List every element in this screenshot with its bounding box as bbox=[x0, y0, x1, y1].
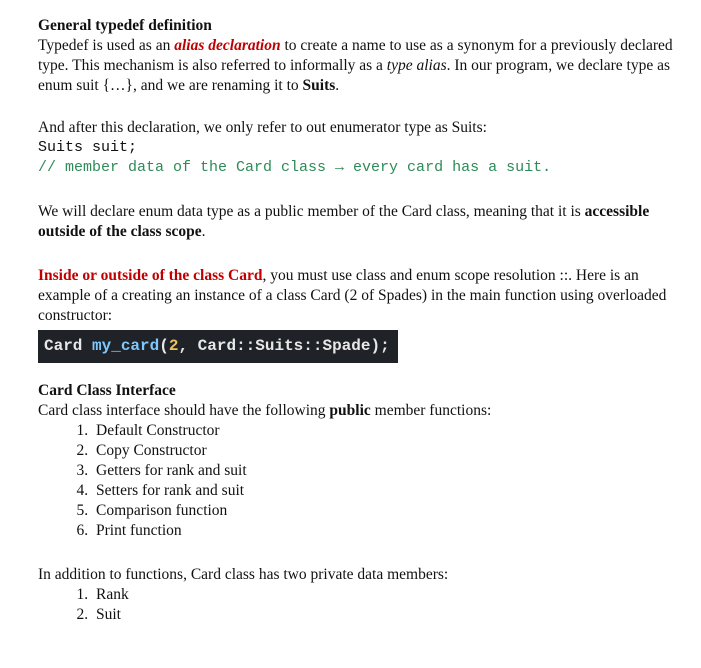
list-item: 4. Setters for rank and suit bbox=[92, 481, 678, 501]
text-span: . bbox=[335, 77, 340, 94]
code-example-block bbox=[38, 330, 398, 363]
text-span: to create a name to use as a synonym for a previously declared type. This mechanism is also referred to informally as a bbox=[38, 37, 673, 74]
member-functions-list bbox=[38, 421, 678, 541]
text-span: Card class interface should have the following bbox=[38, 402, 330, 419]
text-span: member functions: bbox=[370, 402, 492, 419]
list-item: 1. Default Constructor bbox=[92, 421, 678, 441]
enum-declaration-paragraph bbox=[38, 202, 678, 242]
private-members-intro: In addition to functions, Card class has two private data members: bbox=[38, 566, 449, 583]
inside-outside-term: Inside or outside of the class Card bbox=[38, 267, 263, 284]
suits-term: Suits bbox=[302, 77, 336, 94]
alias-declaration-term: alias declaration bbox=[174, 37, 281, 54]
code-comment: // member data of the Card class → every card has a suit. bbox=[38, 159, 552, 176]
code-token: ( bbox=[159, 337, 169, 355]
private-members-list bbox=[38, 585, 678, 625]
text-span: Typedef is used as an bbox=[38, 37, 175, 54]
public-term: public bbox=[329, 402, 371, 419]
text-span: , you must use class and enum scope resolution ::. Here is an example of a creating an instance of a class Card (2 of Spades) in the main function using overloaded constructor: bbox=[38, 267, 667, 324]
type-alias-term: type alias bbox=[386, 57, 447, 74]
code-token: , Card::Suits::Spade); bbox=[178, 337, 390, 355]
code-token: my_card bbox=[92, 337, 160, 355]
list-item: 2. Suit bbox=[92, 605, 678, 625]
list-item: 1. Rank bbox=[92, 585, 678, 605]
scope-paragraph bbox=[38, 266, 678, 326]
code-token: 2 bbox=[168, 337, 179, 355]
text-span: We will declare enum data type as a public member of the Card class, meaning that it is bbox=[38, 203, 585, 220]
code-line-suits: Suits suit; bbox=[38, 139, 138, 156]
interface-heading: Card Class Interface bbox=[38, 382, 176, 399]
typedef-paragraph bbox=[38, 36, 678, 96]
list-item: 3. Getters for rank and suit bbox=[92, 461, 678, 481]
interface-intro bbox=[38, 401, 678, 421]
list-item: 2. Copy Constructor bbox=[92, 441, 678, 461]
typedef-heading: General typedef definition bbox=[38, 17, 212, 34]
accessible-term: accessible outside of the class scope bbox=[38, 203, 650, 240]
text-span: . bbox=[201, 223, 206, 240]
text-span: . In our program, we declare type as enum suit {…}, and we are renaming it to bbox=[38, 57, 671, 94]
code-token: Card bbox=[44, 337, 93, 355]
list-item: 6. Print function bbox=[92, 521, 678, 541]
list-item: 5. Comparison function bbox=[92, 501, 678, 521]
after-declaration-text: And after this declaration, we only refer to out enumerator type as Suits: bbox=[38, 119, 487, 136]
document-body bbox=[38, 16, 678, 625]
